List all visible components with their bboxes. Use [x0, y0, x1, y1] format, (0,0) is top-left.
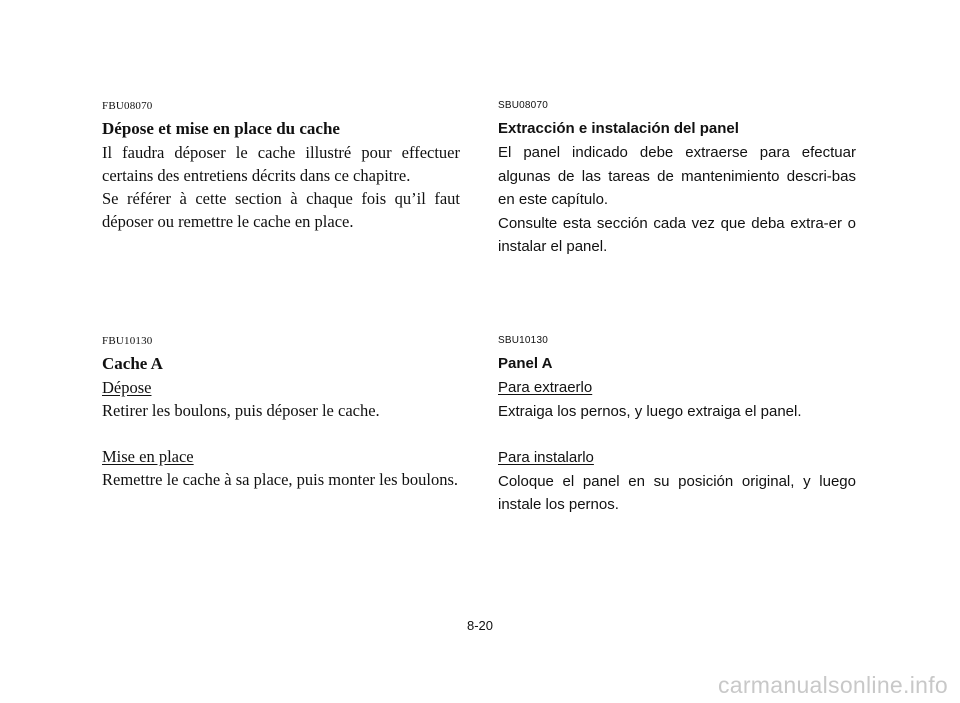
section-code: FBU08070 [102, 100, 153, 112]
spanish-section-panel-a [498, 334, 856, 517]
section-paragraph: El panel indicado debe extraerse para efectuar algunas de las tareas de mantenimiento descri-bas en este capítulo. [498, 144, 856, 208]
subheading-installation: Mise en place [102, 447, 194, 466]
subheading-removal: Dépose [102, 378, 152, 397]
section-heading: Extracción e instalación del panel [498, 120, 739, 137]
section-paragraph: Se référer à cette section à chaque fois qu’il faut déposer ou remettre le cache en place. [102, 189, 460, 231]
french-section-cache-a [102, 334, 460, 491]
spanish-section-panel-removal [498, 99, 856, 259]
spacer [498, 423, 856, 446]
section-heading: Cache A [102, 354, 163, 373]
section-code: FBU10130 [102, 335, 153, 347]
spacer [102, 422, 460, 445]
section-code: SBU08070 [498, 100, 548, 111]
french-section-cache-removal [102, 99, 460, 233]
section-paragraph: Il faudra déposer le cache illustré pour effectuer certains des entretiens décrits dans ce chapitre. [102, 143, 460, 185]
installation-instruction: Remettre le cache à sa place, puis monter les boulons. [102, 470, 458, 489]
page-number: 8-20 [466, 618, 494, 633]
removal-instruction: Extraiga los pernos, y luego extraiga el panel. [498, 402, 802, 420]
section-paragraph: Consulte esta sección cada vez que deba extra-er o instalar el panel. [498, 214, 856, 255]
watermark: carmanualsonline.info [717, 672, 948, 698]
section-heading: Panel A [498, 355, 553, 372]
section-code: SBU10130 [498, 335, 548, 346]
removal-instruction: Retirer les boulons, puis déposer le cache. [102, 401, 380, 420]
subheading-installation: Para instalarlo [498, 449, 594, 466]
section-heading: Dépose et mise en place du cache [102, 119, 340, 138]
subheading-removal: Para extraerlo [498, 379, 593, 396]
installation-instruction: Coloque el panel en su posición original, y luego instale los pernos. [498, 472, 856, 513]
